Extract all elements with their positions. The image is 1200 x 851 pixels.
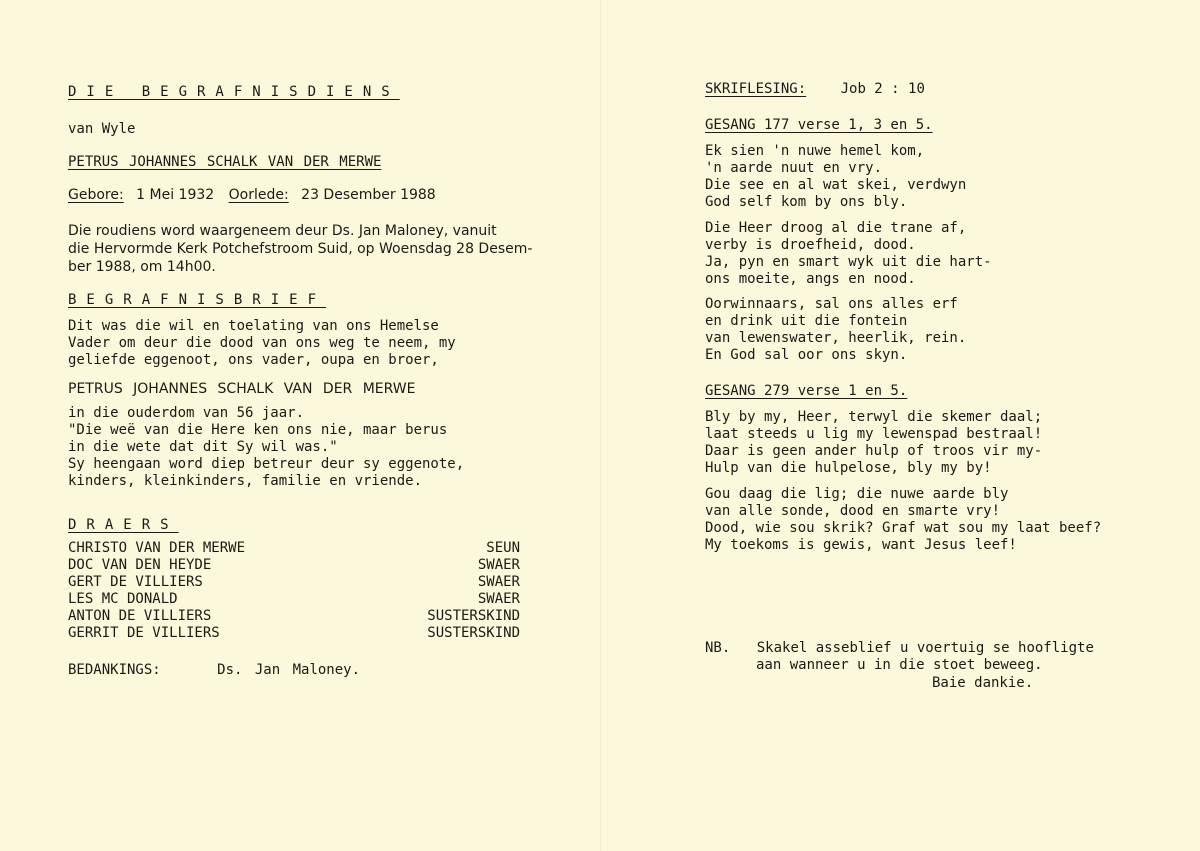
hymn-line: Ja, pyn en smart wyk uit die hart-	[705, 254, 992, 270]
draers-heading: DRAERS	[68, 517, 179, 533]
age-and-condolence	[68, 405, 464, 490]
bedankings-line	[68, 662, 360, 679]
draer-name: GERRIT DE VILLIERS	[68, 625, 220, 641]
condolence-line: kinders, kleinkinders, familie en vriende.	[68, 473, 423, 489]
hymn-line: Bly by my, Heer, terwyl die skemer daal;	[705, 409, 1043, 425]
service-line: ber 1988, om 14h00.	[68, 259, 216, 275]
gesang-177-stanza	[705, 220, 992, 288]
hymn-line: Die see en al wat skei, verdwyn	[705, 177, 967, 193]
brief-deceased-name: PETRUS JOHANNES SCHALK VAN DER MERWE	[68, 381, 416, 397]
hymn-line: Ek sien 'n nuwe hemel kom,	[705, 143, 925, 159]
service-line: die Hervormde Kerk Potchefstroom Suid, op Woensdag 28 Desem-	[68, 241, 533, 257]
hymn-line: en drink uit die fontein	[705, 313, 908, 329]
hymn-line: Dood, wie sou skrik? Graf wat sou my laat beef?	[705, 520, 1102, 536]
hymn-line: van alle sonde, dood en smarte vry!	[705, 503, 1001, 519]
gebore-label: Gebore:	[68, 187, 124, 203]
draer-relation: SEUN	[486, 540, 520, 556]
hymn-line: God self kom by ons bly.	[705, 194, 908, 210]
draer-row	[68, 608, 520, 625]
hymn-line: van lewenswater, heerlik, rein.	[705, 330, 967, 346]
service-info	[68, 222, 532, 276]
draer-row	[68, 574, 520, 591]
draer-relation: SUSTERSKIND	[427, 608, 520, 624]
hymn-line: laat steeds u lig my lewenspad bestraal!	[705, 426, 1043, 442]
draer-relation: SUSTERSKIND	[427, 625, 520, 641]
gesang-279-stanza	[705, 486, 1101, 554]
condolence-line: "Die weë van die Here ken ons nie, maar berus	[68, 422, 448, 438]
gesang-177-heading: GESANG 177 verse 1, 3 en 5.	[705, 117, 933, 133]
condolence-line: in die ouderdom van 56 jaar.	[68, 405, 305, 421]
draer-row	[68, 625, 520, 642]
condolence-line: Sy heengaan word diep betreur deur sy eggenote,	[68, 456, 465, 472]
fold-line	[600, 0, 601, 851]
hymn-line: Oorwinnaars, sal ons alles erf	[705, 296, 958, 312]
brief-line: geliefde eggenoot, ons vader, oupa en broer,	[68, 352, 439, 368]
gesang-279-heading: GESANG 279 verse 1 en 5.	[705, 383, 908, 399]
van-wyle-label: van Wyle	[68, 121, 136, 137]
nb-line: Skakel asseblief u voertuig se hoofligte	[756, 640, 1094, 656]
draer-row	[68, 591, 520, 608]
hymn-line: Die Heer droog al die trane af,	[705, 220, 967, 236]
brief-line: Dit was die wil en toelating van ons Hemelse	[68, 318, 439, 334]
draer-row	[68, 557, 520, 574]
nb-label: NB.	[705, 640, 731, 656]
gesang-279-stanza	[705, 409, 1042, 477]
hymn-line: En God sal oor ons skyn.	[705, 347, 908, 363]
hymn-line: Daar is geen ander hulp of troos vir my-	[705, 443, 1043, 459]
hymn-line: Hulp van die hulpelose, bly my by!	[705, 460, 992, 476]
draer-name: GERT DE VILLIERS	[68, 574, 203, 590]
oorlede-label: Oorlede:	[228, 187, 289, 203]
brief-line: Vader om deur die dood van ons weg te neem, my	[68, 335, 456, 351]
skriflesing-value: Job 2 : 10	[840, 81, 925, 97]
draer-name: LES MC DONALD	[68, 591, 178, 607]
hymn-line: verby is droefheid, dood.	[705, 237, 916, 253]
hymn-line: Gou daag die lig; die nuwe aarde bly	[705, 486, 1009, 502]
hymn-line: My toekoms is gewis, want Jesus leef!	[705, 537, 1017, 553]
draer-relation: SWAER	[477, 574, 520, 590]
bedankings-label: BEDANKINGS:	[68, 662, 161, 678]
begrafnisbrief-text	[68, 318, 456, 369]
draers-list	[68, 540, 520, 642]
hymn-line: 'n aarde nuut en vry.	[705, 160, 883, 176]
begrafnisbrief-heading: BEGRAFNISBRIEF	[68, 292, 327, 308]
bedankings-value: Ds. Jan Maloney.	[217, 662, 361, 678]
nb-line: aan wanneer u in die stoet beweeg.	[756, 657, 1043, 673]
draer-row	[68, 540, 520, 557]
skriflesing-line	[705, 81, 925, 98]
draer-relation: SWAER	[477, 557, 520, 573]
deceased-name: PETRUS JOHANNES SCHALK VAN DER MERWE	[68, 154, 382, 170]
service-line: Die roudiens word waargeneem deur Ds. Jan Maloney, vanuit	[68, 223, 497, 239]
draer-name: ANTON DE VILLIERS	[68, 608, 212, 624]
draer-name: DOC VAN DEN HEYDE	[68, 557, 212, 573]
service-title: DIE BEGRAFNISDIENS	[68, 84, 400, 100]
dates-line	[68, 186, 436, 204]
gebore-value: 1 Mei 1932	[136, 187, 215, 203]
nb-thanks: Baie dankie.	[932, 675, 1034, 691]
skriflesing-label: SKRIFLESING:	[705, 81, 807, 97]
nb-note	[705, 640, 1094, 657]
draer-relation: SWAER	[477, 591, 520, 607]
hymn-line: ons moeite, angs en nood.	[705, 271, 916, 287]
oorlede-value: 23 Desember 1988	[301, 187, 436, 203]
draer-name: CHRISTO VAN DER MERWE	[68, 540, 246, 556]
condolence-line: in die wete dat dit Sy wil was."	[68, 439, 338, 455]
gesang-177-stanza	[705, 143, 966, 211]
gesang-177-stanza	[705, 296, 966, 364]
